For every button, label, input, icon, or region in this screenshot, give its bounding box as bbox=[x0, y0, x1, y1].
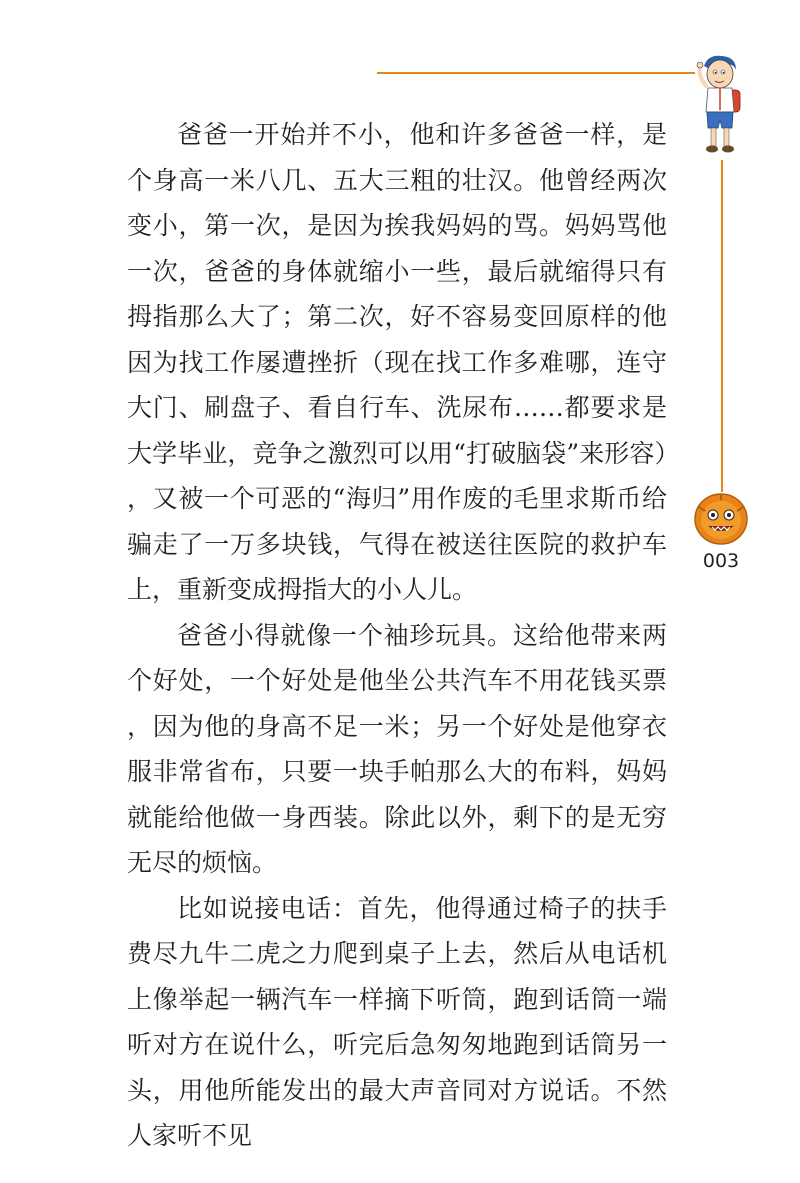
cartoon-face-medallion-icon bbox=[694, 493, 748, 545]
boy-with-backpack-illustration bbox=[686, 52, 748, 160]
page-number: 003 bbox=[702, 550, 740, 572]
paragraph: 爸爸一开始并不小，他和许多爸爸一样，是个身高一米八几、五大三粗的壮汉。他曾经两次变小，第一次，是因为挨我妈妈的骂。妈妈骂他一次，爸爸的身体就缩小一些，最后就缩得只有拇指那么大了；第二次，好不容易变回原样的他因为找工作屡遭挫折（现在找工作多难哪，连守大门、刷盘子、看自行车、洗尿布……都要求是大学毕业，竞争之激烈可以用“打破脑袋”来形容），又被一个可恶的“海归”用作废的毛里求斯币给骗走了一万多块钱，气得在被送往医院的救护车上，重新变成拇指大的小人儿。 bbox=[127, 120, 667, 604]
paragraph: 爸爸小得就像一个袖珍玩具。这给他带来两个好处，一个好处是他坐公共汽车不用花钱买票，因为他的身高不足一米；另一个好处是他穿衣服非常省布，只要一块手帕那么大的布料，妈妈就能给他做一身西装。除此以外，剩下的是无穷无尽的烦恼。 bbox=[127, 620, 667, 877]
body-text bbox=[127, 112, 667, 1159]
header-rule bbox=[377, 72, 695, 74]
paragraph: 比如说接电话：首先，他得通过椅子的扶手费尽九牛二虎之力爬到桌子上去，然后从电话机上像举起一辆汽车一样摘下听筒，跑到话筒一端听对方在说什么，听完后急匆匆地跑到话筒另一头，用他所能发出的最大声音同对方说话。不然人家听不见 bbox=[127, 893, 667, 1150]
side-rule bbox=[721, 160, 723, 492]
